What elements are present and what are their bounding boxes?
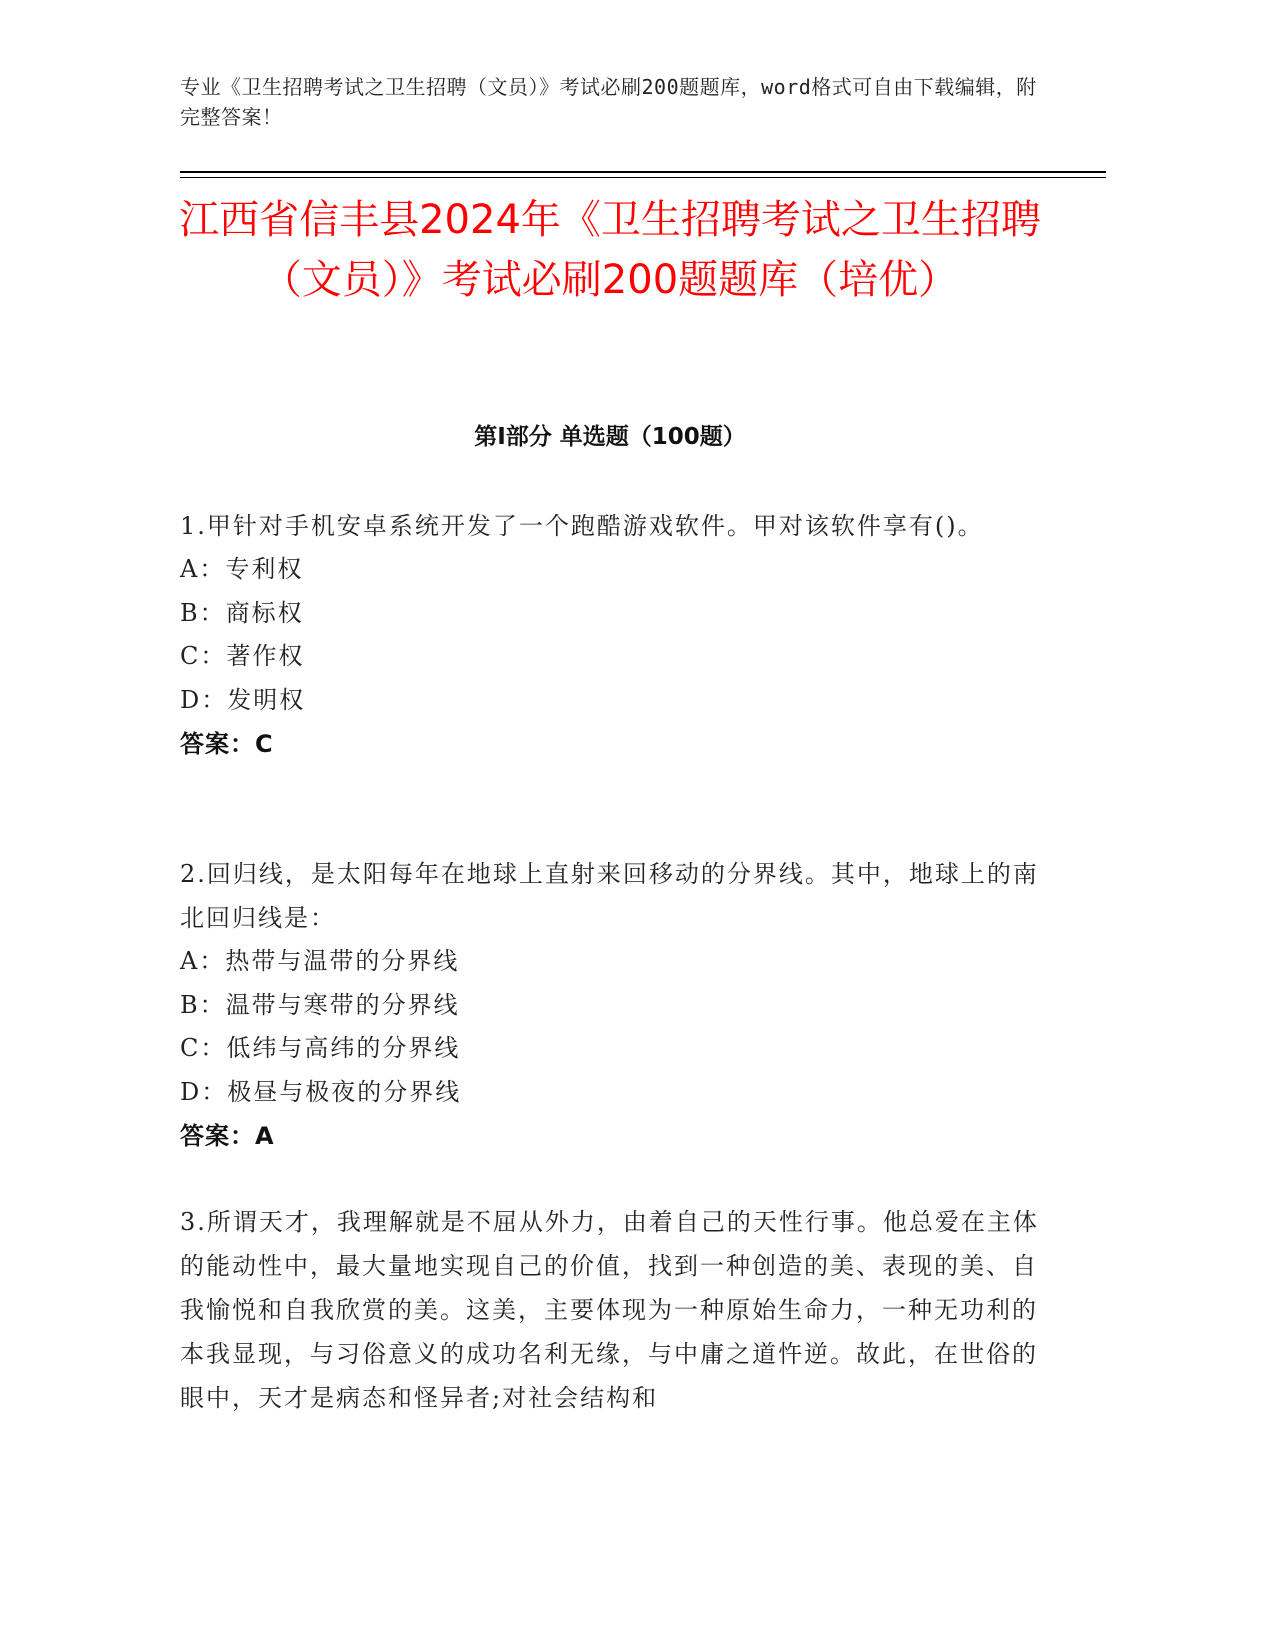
question-stem: 2.回归线，是太阳每年在地球上直射来回移动的分界线。其中，地球上的南北回归线是： <box>180 860 1039 932</box>
answer: 答案：A <box>180 1122 275 1150</box>
option-a: A：专利权 <box>180 555 304 583</box>
option-b: B：温带与寒带的分界线 <box>180 990 460 1019</box>
question-stem: 3.所谓天才，我理解就是不屈从外力，由着自己的天性行事。他总爱在主体的能动性中，最大量地实现自己的价值，找到一种创造的美、表现的美、自我愉悦和自我欣赏的美。这美，主要体现为一种原始生命力，一种无功利的本我显现，与习俗意义的成功名利无缘，与中庸之道忤逆。故此，在世俗的眼中，天才是病态和怪异者;对社会结构和 <box>180 1208 1039 1412</box>
option-d: D：极昼与极夜的分界线 <box>180 1077 462 1106</box>
header-divider-thin <box>180 177 1106 178</box>
option-a: A：热带与温带的分界线 <box>180 947 460 975</box>
option-c: C：低纬与高纬的分界线 <box>180 1034 461 1062</box>
header-divider-thick <box>180 171 1106 173</box>
header-note: 专业《卫生招聘考试之卫生招聘（文员）》考试必刷200题题库，word格式可自由下载编辑，附完整答案！ <box>180 75 1037 129</box>
question-2 <box>180 852 1040 1158</box>
answer: 答案：C <box>180 730 274 758</box>
section-heading: 第Ⅰ部分 单选题（100题） <box>474 424 746 450</box>
question-1 <box>180 504 1040 766</box>
option-d: D：发明权 <box>180 685 306 714</box>
document-title: 江西省信丰县2024年《卫生招聘考试之卫生招聘（文员）》考试必刷200题题库（培优） <box>179 197 1041 303</box>
question-stem: 1.甲针对手机安卓系统开发了一个跑酷游戏软件。甲对该软件享有()。 <box>180 512 984 540</box>
option-b: B：商标权 <box>180 598 304 627</box>
question-3 <box>180 1200 1040 1420</box>
option-c: C：著作权 <box>180 642 305 670</box>
